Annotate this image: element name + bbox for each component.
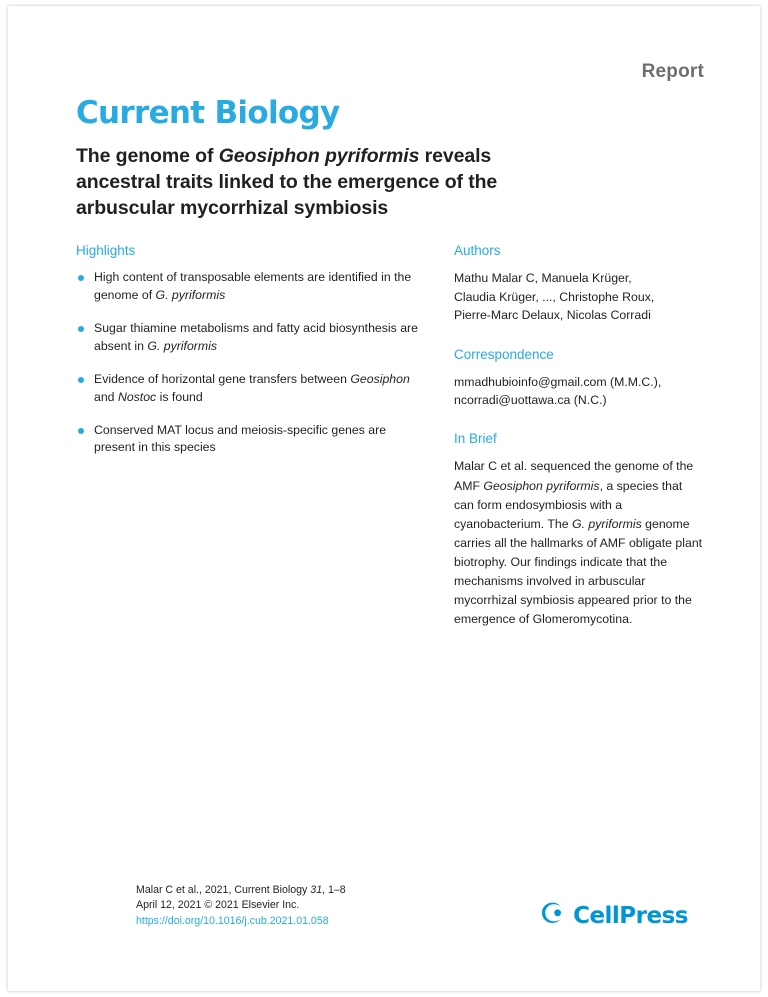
title-part-2: reveals xyxy=(419,145,492,168)
highlight-3-italic: Geosiphon xyxy=(350,372,410,387)
copyright-symbol: © xyxy=(204,899,213,912)
authors-line-3: Pierre-Marc Delaux, Nicolas Corradi xyxy=(454,308,651,323)
in-brief-species-2: G. pyriformis xyxy=(572,516,642,531)
highlight-2-text-a: Sugar thiamine metabolisms and fatty acid biosynthesis are absent in xyxy=(94,321,418,353)
title-part-4: arbuscular mycorrhizal symbiosis xyxy=(76,196,389,219)
list-item xyxy=(76,422,428,457)
in-brief-heading: In Brief xyxy=(454,431,497,447)
article-type-label: Report xyxy=(641,61,704,82)
authors-column xyxy=(454,243,704,633)
citation-part-b: , 1–8 xyxy=(322,883,346,896)
paper-sheet xyxy=(8,6,760,991)
correspondence-email-2[interactable]: ncorradi@uottawa.ca (N.C.) xyxy=(454,393,607,408)
cellpress-mark-icon xyxy=(540,900,566,931)
in-brief-text xyxy=(454,457,704,628)
highlight-3-italic-2: Nostoc xyxy=(117,389,157,404)
journal-masthead: Current Biology xyxy=(76,95,340,131)
authors-list xyxy=(454,269,704,324)
highlights-list xyxy=(76,269,428,457)
highlight-3-text-a: Evidence of horizontal gene transfers between xyxy=(94,372,351,387)
cellpress-logo xyxy=(540,900,688,931)
copyright-line xyxy=(136,898,346,913)
citation-line xyxy=(136,883,346,898)
two-column-body xyxy=(76,243,704,633)
footer-citation xyxy=(136,883,346,929)
page-title xyxy=(76,144,676,221)
doi-link[interactable]: https://doi.org/10.1016/j.cub.2021.01.058 xyxy=(136,914,329,927)
authors-line-1: Mathu Malar C, Manuela Krüger, xyxy=(454,271,632,286)
cellpress-wordmark: CellPress xyxy=(573,902,688,929)
title-species-1: Geosiphon pyriformis xyxy=(218,145,420,168)
in-brief-part-a: Malar C et al. sequenced the genome of the AMF xyxy=(454,459,694,493)
correspondence-heading: Correspondence xyxy=(454,346,554,362)
in-brief-species-1: Geosiphon pyriformis xyxy=(483,478,600,493)
highlight-4-text-a: Conserved MAT locus and meiosis-specific genes are present in this species xyxy=(94,422,387,455)
in-brief-part-b: , a species that can form endosymbiosis with a cyanobacterium. The xyxy=(454,478,683,531)
correspondence-email-1[interactable]: mmadhubioinfo@gmail.com (M.M.C.), xyxy=(454,374,662,389)
list-item xyxy=(76,269,428,304)
copyright-part-b: 2021 Elsevier Inc. xyxy=(212,899,300,912)
citation-part-a: Malar C et al., 2021, Current Biology xyxy=(136,883,311,896)
highlights-column xyxy=(76,243,428,633)
authors-line-2: Claudia Krüger, ..., Christophe Roux, xyxy=(454,289,655,304)
list-item xyxy=(76,371,428,406)
citation-volume: 31 xyxy=(310,883,323,896)
highlight-1-text-a: High content of transposable elements are identified in the genome of xyxy=(94,270,412,302)
copyright-part-a: April 12, 2021 xyxy=(136,899,205,912)
highlight-1-italic: G. pyriformis xyxy=(155,287,226,302)
in-brief-part-c: genome carries all the hallmarks of AMF obligate plant biotrophy. Our findings indicate that the mechanisms involved in arbuscular mycorrhizal symbiosis appeared prior to the emergence of Glomeromycotina. xyxy=(454,516,703,626)
title-part-3: ancestral traits linked to the emergence of the xyxy=(76,170,498,193)
highlight-3-text-c: is found xyxy=(156,389,203,404)
title-part-1: The genome of xyxy=(76,145,219,168)
highlight-3-text-b: and xyxy=(94,389,118,404)
highlights-heading: Highlights xyxy=(76,243,136,259)
authors-heading: Authors xyxy=(454,243,501,259)
correspondence-block xyxy=(454,373,704,410)
list-item xyxy=(76,320,428,355)
highlight-2-italic: G. pyriformis xyxy=(147,338,218,353)
article-content xyxy=(76,61,704,633)
